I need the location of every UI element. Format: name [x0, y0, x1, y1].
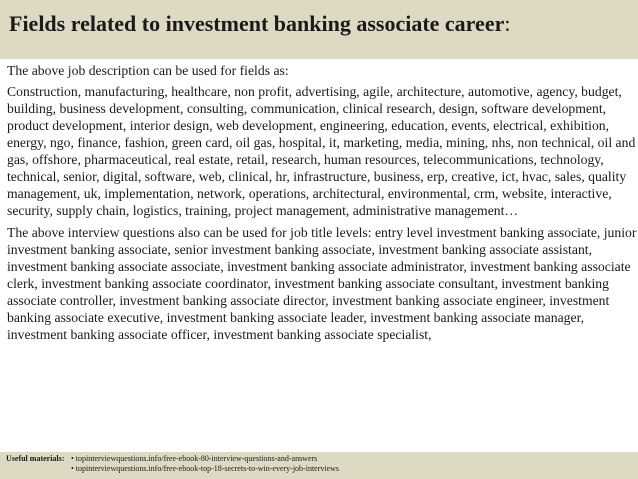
page-title-colon: :: [504, 11, 511, 36]
footer-link-1[interactable]: • topinterviewquestions.info/free-ebook-80-interview-questions-and-answers: [71, 454, 318, 463]
footer: [0, 452, 638, 479]
footer-link-2[interactable]: • topinterviewquestions.info/free-ebook-top-18-secrets-to-win-every-job-interviews: [71, 464, 340, 473]
footer-row-1: [6, 454, 638, 464]
page-title-text: Fields related to investment banking associate career: [9, 11, 505, 36]
footer-row-2: [6, 464, 638, 474]
job-levels-paragraph: The above interview questions also can be used for job title levels: entry level investment banking associate, junior investment banking associate, senior investment banking associate, investment banking associate assistant, investment banking associate associate, investment banking associate administrator, investment banking associate clerk, investment banking associate coordinator, investment banking associate consultant, investment banking associate controller, investment banking associate director, investment banking associate engineer, investment banking associate executive, investment banking associate leader, investment banking associate manager, investment banking associate officer, investment banking associate specialist,: [7, 225, 637, 342]
intro-paragraph: The above job description can be used for fields as:: [7, 63, 289, 78]
footer-spacer: [6, 464, 71, 474]
footer-label: Useful materials:: [6, 454, 65, 463]
page-title: [9, 11, 510, 36]
title-bar: [0, 0, 638, 59]
fields-paragraph: Construction, manufacturing, healthcare, non profit, advertising, agile, architecture, automotive, agency, budget, building, business development, consulting, communication, clinical research, design, software development, product development, interior design, web development, engineering, education, events, electrical, exhibition, energy, ngo, finance, fashion, green card, oil gas, hospital, it, marketing, media, mining, nhs, non technical, oil and gas, offshore, pharmaceutical, real estate, retail, research, human resources, telecommunications, technology, technical, senior, digital, software, web, clinical, hr, infrastructure, business, erp, creative, ict, hvac, sales, quality management, uk, implementation, network, operations, architectural, environmental, crm, website, interactive, security, supply chain, logistics, training, project management, administrative management…: [7, 84, 636, 218]
content-body: [7, 62, 637, 349]
